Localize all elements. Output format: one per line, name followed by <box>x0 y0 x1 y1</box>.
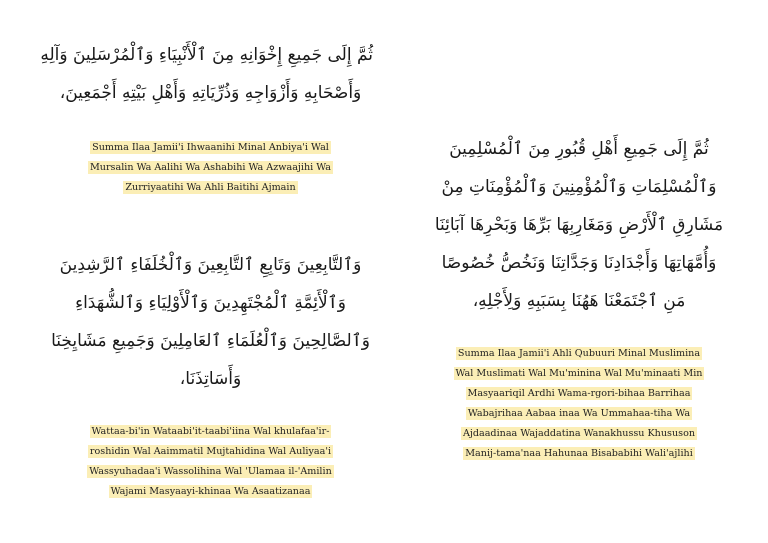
arabic-line: وَٱلْأَئِمَّةِ ٱلْمُجْتَهِدِينَ وَٱلْأَوْلِيَاءِ وَٱلشُّهَدَاءِ <box>75 293 346 313</box>
arabic-text-block-2 <box>48 246 373 398</box>
transliteration-line: Manij-tama'naa Hahunaa Bisababihi Wali'ajlihi <box>465 448 693 459</box>
arabic-text-block-3 <box>420 130 738 320</box>
transliteration-line: Wattaa-bi'in Wataabi'it-taabi'iina Wal khulafaa'ir- <box>91 426 330 437</box>
transliteration-line: Mursalin Wa Aalihi Wa Ashabihi Wa Azwaajihi Wa <box>89 162 332 173</box>
arabic-text-block-1 <box>40 36 373 112</box>
arabic-line: وَأَسَاتِذَنَا، <box>179 369 242 389</box>
arabic-line: مَشَارِقِ ٱلْأَرْضِ وَمَغَارِبِهَا بَرِّهَا وَبَحْرِهَا آبَائِنَا <box>434 215 724 235</box>
arabic-line: وَأُمَّهَاتِهَا وَأَجْدَادِنَا وَجَدَّاتِنَا وَنَخُصُّ خُصُوصًا <box>441 253 717 273</box>
transliteration-line: Wassyuhadaa'i Wassolihina Wal 'Ulamaa il-'Amilin <box>89 466 332 477</box>
transliteration-line: Wal Muslimati Wal Mu'minina Wal Mu'minaati Min <box>455 368 703 379</box>
left-page <box>40 28 373 513</box>
arabic-line: وَٱلصَّالِحِينَ وَٱلْعُلَمَاءِ ٱلعَامِلِينَ وَجَمِيعِ مَشَايِخِنَا <box>51 331 370 351</box>
arabic-line: ثُمَّ إِلَى جَمِيعِ أَهْلِ قُبُورِ مِنَ ٱلْمُسْلِمِينَ <box>449 139 709 159</box>
arabic-line: وَٱلتَّابِعِينَ وَتَابِعِ ٱلتَّابِعِينَ وَٱلْخُلَفَاءِ ٱلرَّشِدِينَ <box>59 255 362 275</box>
arabic-line: مَنِ ٱجْتَمَعْنَا هَهُنَا بِسَبَبِهِ وَلِأَجْلِهِ، <box>472 291 686 311</box>
transliteration-line: Ajdaadinaa Wajaddatina Wanakhussu Khususon <box>462 428 696 439</box>
right-page <box>420 118 738 478</box>
transliteration-line: Masyaariqil Ardhi Wama-rgori-bihaa Barrihaa <box>467 388 691 399</box>
transliteration-line: Wajami Masyaayi-khinaa Wa Asaatizanaa <box>110 486 311 497</box>
transliteration-line: Summa Ilaa Jamii'i Ihwaanihi Minal Anbiya'i Wal <box>92 142 329 153</box>
arabic-line: وَٱلْمُسْلِمَاتِ وَٱلْمُؤْمِنِينَ وَٱلْمُؤْمِنَاتِ مِنْ <box>441 177 717 197</box>
arabic-line: وَأَصْحَابِهِ وَأَزْوَاجِهِ وَذُرِّيَاتِهِ وَأَهْلِ بَيْتِهِ أَجْمَعِينَ، <box>59 83 362 103</box>
transliteration-line: Wabajrihaa Aabaa inaa Wa Ummahaa-tiha Wa <box>467 408 691 419</box>
transliteration-block-2 <box>48 422 373 502</box>
transliteration-block-1 <box>48 138 373 198</box>
transliteration-block-3 <box>420 344 738 464</box>
transliteration-line: Summa Ilaa Jamii'i Ahli Qubuuri Minal Muslimina <box>457 348 701 359</box>
transliteration-line: Zurriyaatihi Wa Ahli Baitihi Ajmain <box>125 182 296 193</box>
transliteration-line: roshidin Wal Aaimmatil Mujtahidina Wal Auliyaa'i <box>89 446 332 457</box>
arabic-line: ثُمَّ إِلَى جَمِيعِ إِخْوَانِهِ مِنَ ٱلْأَنْبِيَاءِ وَٱلْمُرْسَلِينَ وَآلِهِ <box>40 45 373 65</box>
